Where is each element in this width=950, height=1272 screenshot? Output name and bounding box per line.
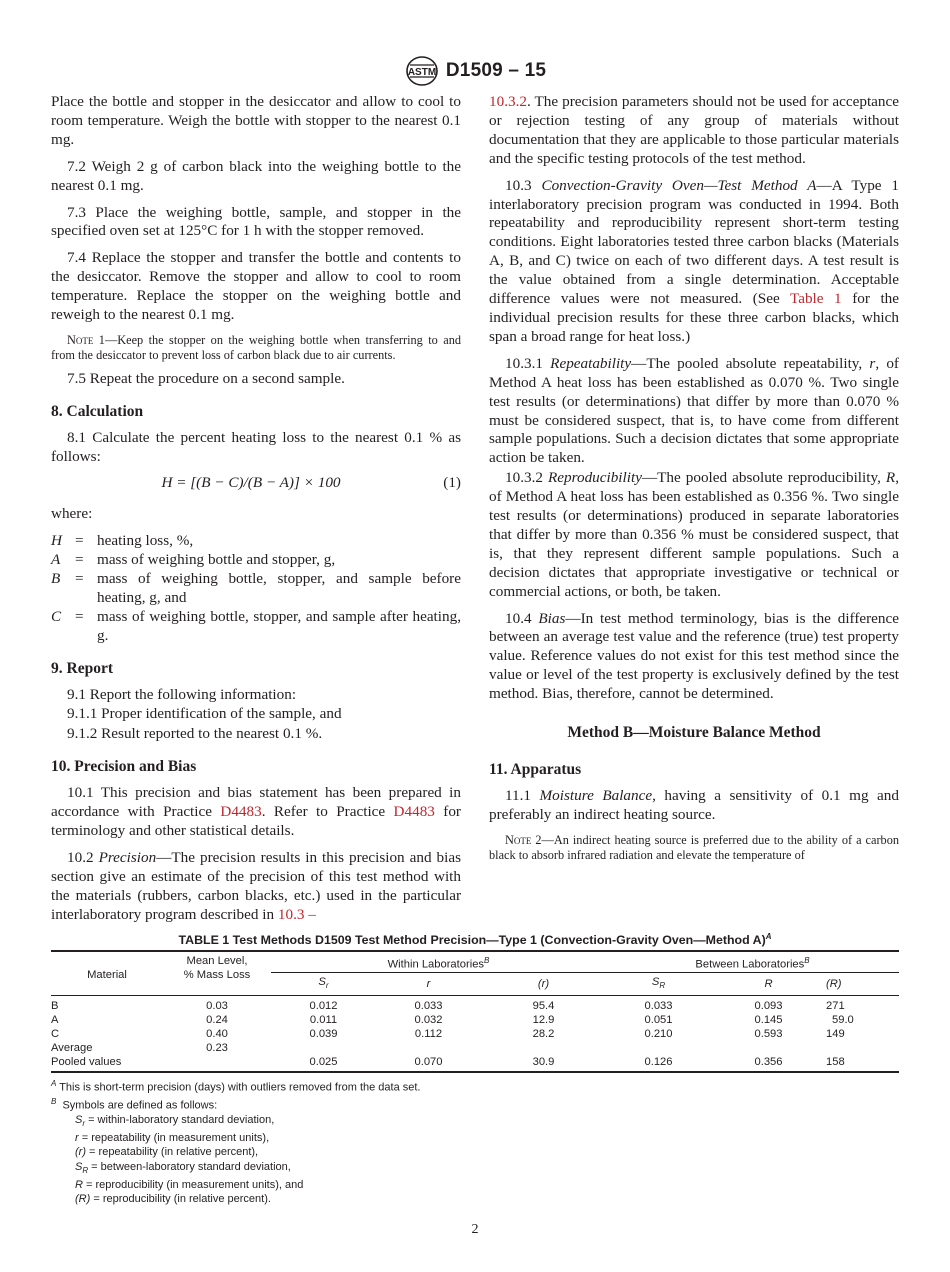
variable-definitions xyxy=(51,532,461,645)
section-9-heading: 9. Report xyxy=(51,659,113,677)
section-11-heading: 11. Apparatus xyxy=(489,761,582,778)
table-footnotes xyxy=(51,1077,899,1206)
astm-logo-icon xyxy=(404,55,440,87)
paragraph-10-2: 10.2 Precision—The precision results in this precision and bias section give an estimate of the precision of this test method with the materials (rubbers, carbon blacks, etc.) used in the particular interlaboratory program described in 10.3 – xyxy=(51,848,461,923)
paragraph-7-3: 7.3 Place the weighing bottle, sample, and stopper in the specified oven set at 125°C for 1 h with the stopper removed. xyxy=(51,203,461,240)
link-section-10-3[interactable]: 10.3 – xyxy=(277,905,316,923)
definition-C: C = mass of weighing bottle, stopper, and sample after heating, g. xyxy=(51,607,461,644)
section-8-heading: 8. Calculation xyxy=(51,402,144,420)
paragraph-7-1-continued: Place the bottle and stopper in the desiccator and allow to cool to room temperature. Weigh the bottle with stopper to the nearest 0.1 mg. xyxy=(51,93,461,148)
note-1-text: —Keep the stopper on the weighing bottle when transferring to and from the desiccator to prevent loss of carbon black due to air currents. xyxy=(51,332,461,363)
svg-text:ASTM: ASTM xyxy=(407,67,437,78)
footnote-b: $^B$ Symbols are defined as follows: xyxy=(51,1096,218,1112)
header-sR: $S_R$ xyxy=(606,972,711,995)
footnote-a: $^A$ This is short-term precision (days) with outliers removed from the data set. xyxy=(51,1079,421,1094)
where-label: where: xyxy=(51,505,93,523)
paragraph-9-1: 9.1 Report the following information: xyxy=(67,685,297,703)
link-section-10-3-2[interactable]: 10.3.2 xyxy=(489,93,527,110)
header-R: R xyxy=(711,972,826,995)
header-r: r xyxy=(376,972,481,995)
paragraph-10-2-continued: 10.3.2. The precision parameters should not be used for acceptance or rejection testing of any group of materials without documentation that they are applicable to those particular materials and the specific testing protocols of the test method. xyxy=(489,93,899,167)
header-R-relative: (R) xyxy=(826,972,899,995)
footnote-def-sR: $S_R$ = between-laboratory standard deviation, xyxy=(75,1160,291,1175)
left-column xyxy=(51,93,461,933)
table-row: Average 0.23 xyxy=(51,1042,228,1055)
link-table-1[interactable]: Table 1 xyxy=(789,290,842,308)
footnote-def-R-relative: (R) = reproducibility (in relative percent). xyxy=(75,1193,271,1206)
paragraph-10-4: 10.4 Bias—In test method terminology, bias is the difference between an average test value and the reference (true) test property value. Reference values do not exist for this test method since the value or level of the test property is exclusively defined by the test method. Bias, therefore, cannot be determined. xyxy=(489,609,900,703)
precision-table-block xyxy=(51,932,899,1206)
equation-1 xyxy=(51,474,461,493)
link-d4483[interactable]: D4483 xyxy=(393,803,435,821)
right-column xyxy=(489,93,899,870)
paragraph-10-3-1: 10.3.1 Repeatability—The pooled absolute repeatability, r, of Method A heat loss has been established as 0.070 %. Two single test results (or determinations) that differ by more than 0.070 % must be considered suspect, that is, to have come from different sample populations. Such a decision dictates that some appropriate action be taken. xyxy=(489,354,899,467)
paragraph-10-3-2: 10.3.2 Reproducibility—The pooled absolute reproducibility, R, of Method A heat loss has been established as 0.356 %. Two single test results (or determinations) produced in separate laboratories that differ by more than 0.356 % must be considered suspect, that is, that they represent different sample populations. Such a decision dictates that appropriate investigative or technical or commercial actions, or both, be taken. xyxy=(489,469,899,600)
note-2 xyxy=(489,833,899,864)
paragraph-9-1-2: 9.1.2 Result reported to the nearest 0.1 %. xyxy=(67,725,323,743)
paragraph-9-1-1: 9.1.1 Proper identification of the sample, and xyxy=(67,705,342,723)
definition-B: B = mass of weighing bottle, stopper, and sample before heating, g, and xyxy=(51,570,461,606)
table-row: A 0.24 0.011 0.032 12.9 0.051 0.145 59.0 xyxy=(51,1014,854,1027)
header-between-laboratories: Between Laboratories$^B$ xyxy=(606,951,899,972)
page-number: 2 xyxy=(471,1222,479,1237)
footnote-def-r-relative: (r) = repeatability (in relative percent), xyxy=(75,1146,259,1159)
note-1-label: Note 1 xyxy=(67,332,105,347)
note-1 xyxy=(51,333,461,364)
header-mean-level: Mean Level, % Mass Loss xyxy=(163,951,271,995)
equation-body: H = [(B − C)/(B − A)] × 100 xyxy=(161,474,341,492)
note-2-label: Note 2 xyxy=(505,832,542,847)
footnote-def-sr: $S_r$ = within-laboratory standard deviation, xyxy=(75,1113,275,1128)
header-within-laboratories: Within Laboratories$^B$ xyxy=(271,951,606,972)
footnote-def-R: R = reproducibility (in measurement units), and xyxy=(75,1179,304,1191)
table-row: B 0.03 0.012 0.033 95.4 0.033 0.093 271 xyxy=(51,1000,845,1013)
link-d4483[interactable]: D4483 xyxy=(220,803,262,821)
table-title: TABLE 1 Test Methods D1509 Test Method Precision—Type 1 (Convection-Gravity Oven—Method A)$^A$ xyxy=(178,932,772,948)
table-row: Pooled values 0.025 0.070 30.9 0.126 0.356 158 xyxy=(51,1055,899,1072)
paragraph-8-1: 8.1 Calculate the percent heating loss to the nearest 0.1 % as follows: xyxy=(51,428,461,465)
table-row: C 0.40 0.039 0.112 28.2 0.210 0.593 149 xyxy=(51,1028,845,1041)
document-id: D1509 – 15 xyxy=(445,60,547,81)
header-material: Material xyxy=(51,951,163,995)
header-r-relative: (r) xyxy=(481,972,606,995)
header-sr: $S_r$ xyxy=(271,972,376,995)
paragraph-7-5: 7.5 Repeat the procedure on a second sample. xyxy=(67,369,345,387)
paragraph-10-3: 10.3 Convection-Gravity Oven—Test Method A—A Type 1 interlaboratory precision program was conducted in 1994. Both repeatability and reproducibility represent short-term testing conditions. Eight laboratories tested three carbon blacks (Materials A, B, and C) twice on each of two different days. A test result is the value obtained from a single determination. Acceptable difference values were not measured. (See Table 1 for the individual precision results for these three carbon blacks, which span a broad range for heat loss.) xyxy=(489,176,900,345)
method-b-heading: Method B—Moisture Balance Method xyxy=(567,724,821,742)
paragraph-10-1: 10.1 This precision and bias statement has been prepared in accordance with Practice D4483. Refer to Practice D4483 for terminology and other statistical details. xyxy=(51,784,461,839)
paragraph-11-1: 11.1 Moisture Balance, having a sensitivity of 0.1 mg and preferably an indirect heating source. xyxy=(489,786,899,823)
equation-number: (1) xyxy=(443,474,461,492)
definition-A: A = mass of weighing bottle and stopper, g, xyxy=(51,551,336,569)
paragraph-7-2: 7.2 Weigh 2 g of carbon black into the weighing bottle to the nearest 0.1 mg. xyxy=(51,157,461,194)
footnote-def-r: r = repeatability (in measurement units), xyxy=(75,1132,270,1145)
paragraph-7-4: 7.4 Replace the stopper and transfer the bottle and contents to the desiccator. Remove the stopper and allow to cool to room temperature. Replace the stopper on the weighing bottle and reweigh to the nearest 0.1 mg. xyxy=(51,249,461,324)
section-10-heading: 10. Precision and Bias xyxy=(51,758,197,776)
page-header xyxy=(0,54,950,88)
definition-H: H = heating loss, %, xyxy=(51,532,194,550)
precision-table xyxy=(51,950,899,1073)
note-2-text: —An indirect heating source is preferred due to the ability of a carbon black to absorb infrared radiation and elevate the temperature of xyxy=(489,832,900,863)
